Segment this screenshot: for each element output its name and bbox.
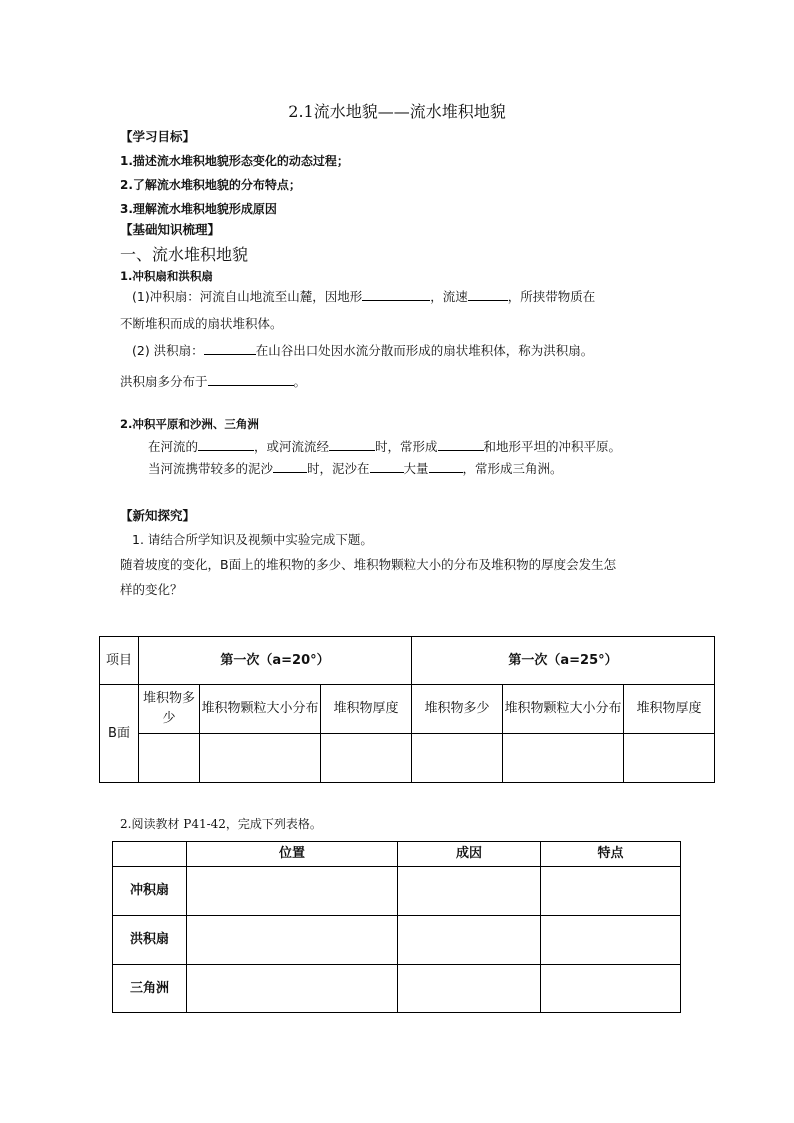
answer-cell[interactable] (187, 916, 398, 965)
text: 大量 (403, 461, 429, 476)
text: 洪积扇多分布于 (120, 374, 208, 389)
delta-line (148, 459, 563, 477)
subsection-title: 1.冲积扇和洪积扇 (120, 269, 213, 283)
section-title: 一、流水堆积地貌 (120, 245, 249, 264)
answer-blank[interactable] (429, 460, 463, 473)
experiment-table (99, 636, 715, 783)
question-1: 1. 请结合所学知识及视频中实验完成下题。 (132, 532, 373, 547)
text: 在河流的 (148, 439, 199, 454)
answer-blank[interactable] (362, 288, 430, 301)
text: ，常形成三角洲。 (462, 461, 563, 476)
column-header: 堆积物厚度 (321, 685, 412, 734)
column-header: 堆积物多少 (139, 685, 200, 734)
row-label-delta: 三角洲 (113, 965, 187, 1013)
subsection-title: 2.冲积平原和沙洲、三角洲 (120, 417, 259, 431)
objective-item: 1.描述流水堆积地貌形态变化的动态过程； (120, 154, 349, 168)
column-header-position: 位置 (187, 842, 398, 867)
row-label-proluvial-fan: 洪积扇 (113, 916, 187, 965)
answer-cell[interactable] (139, 734, 200, 783)
row-label-b: B面 (100, 685, 139, 783)
item-header: 项目 (100, 637, 139, 685)
alluvial-fan-line (132, 287, 595, 305)
column-header-feature: 特点 (541, 842, 681, 867)
answer-cell[interactable] (412, 734, 503, 783)
answer-blank[interactable] (204, 342, 256, 355)
column-header: 堆积物多少 (412, 685, 503, 734)
text: 时，常形成 (375, 439, 438, 454)
group-header-2: 第一次（a=25°） (412, 637, 715, 685)
proluvial-fan-line (132, 341, 593, 359)
landform-table (112, 841, 681, 1013)
plain-line (148, 437, 621, 455)
answer-cell[interactable] (187, 965, 398, 1013)
column-header: 堆积物厚度 (624, 685, 715, 734)
page-title: 2.1流水地貌——流水堆积地貌 (288, 102, 506, 121)
objectives-heading: 【学习目标】 (120, 129, 196, 144)
answer-cell[interactable] (187, 867, 398, 916)
answer-cell[interactable] (321, 734, 412, 783)
answer-blank[interactable] (468, 288, 508, 301)
column-header-cause: 成因 (398, 842, 541, 867)
answer-cell[interactable] (541, 867, 681, 916)
text: 。 (293, 374, 307, 389)
answer-blank[interactable] (370, 460, 404, 473)
text: ，或河流流经 (254, 439, 330, 454)
column-header: 堆积物颗粒大小分布 (200, 685, 321, 734)
basics-heading: 【基础知识梳理】 (120, 222, 221, 237)
question-1-text: 随着坡度的变化，B面上的堆积物的多少、堆积物颗粒大小的分布及堆积物的厚度会发生怎 (120, 557, 617, 572)
objective-item: 3.理解流水堆积地貌形成原因 (120, 202, 277, 216)
text: 时，泥沙在 (307, 461, 370, 476)
answer-cell[interactable] (398, 916, 541, 965)
answer-cell[interactable] (398, 965, 541, 1013)
text: 当河流携带较多的泥沙 (148, 461, 274, 476)
text: 和地形平坦的冲积平原。 (483, 439, 622, 454)
answer-blank[interactable] (198, 438, 254, 451)
answer-cell[interactable] (398, 867, 541, 916)
answer-cell[interactable] (200, 734, 321, 783)
text: (1)冲积扇：河流自山地流至山麓，因地形 (132, 289, 363, 304)
answer-cell[interactable] (541, 965, 681, 1013)
column-header: 堆积物颗粒大小分布 (503, 685, 624, 734)
text: ，流速 (430, 289, 468, 304)
answer-blank[interactable] (329, 438, 375, 451)
text: 在山谷出口处因水流分散而形成的扇状堆积体，称为洪积扇。 (255, 343, 594, 358)
question-1-text-2: 样的变化？ (120, 582, 183, 597)
answer-blank[interactable] (273, 460, 307, 473)
group-header-1: 第一次（a=20°） (139, 637, 412, 685)
objective-item: 2.了解流水堆积地貌的分布特点； (120, 178, 301, 192)
explore-heading: 【新知探究】 (120, 508, 196, 523)
answer-blank[interactable] (208, 373, 294, 386)
text: ，所挟带物质在 (507, 289, 596, 304)
corner-cell (113, 842, 187, 867)
alluvial-fan-line-2: 不断堆积而成的扇状堆积体。 (120, 316, 283, 331)
answer-blank[interactable] (438, 438, 484, 451)
proluvial-distribution-line (120, 372, 306, 390)
answer-cell[interactable] (541, 916, 681, 965)
answer-cell[interactable] (503, 734, 624, 783)
row-label-alluvial-fan: 冲积扇 (113, 867, 187, 916)
answer-cell[interactable] (624, 734, 715, 783)
question-2: 2.阅读教材 P41-42，完成下列表格。 (120, 817, 322, 831)
text: (2) 洪积扇： (132, 343, 204, 358)
